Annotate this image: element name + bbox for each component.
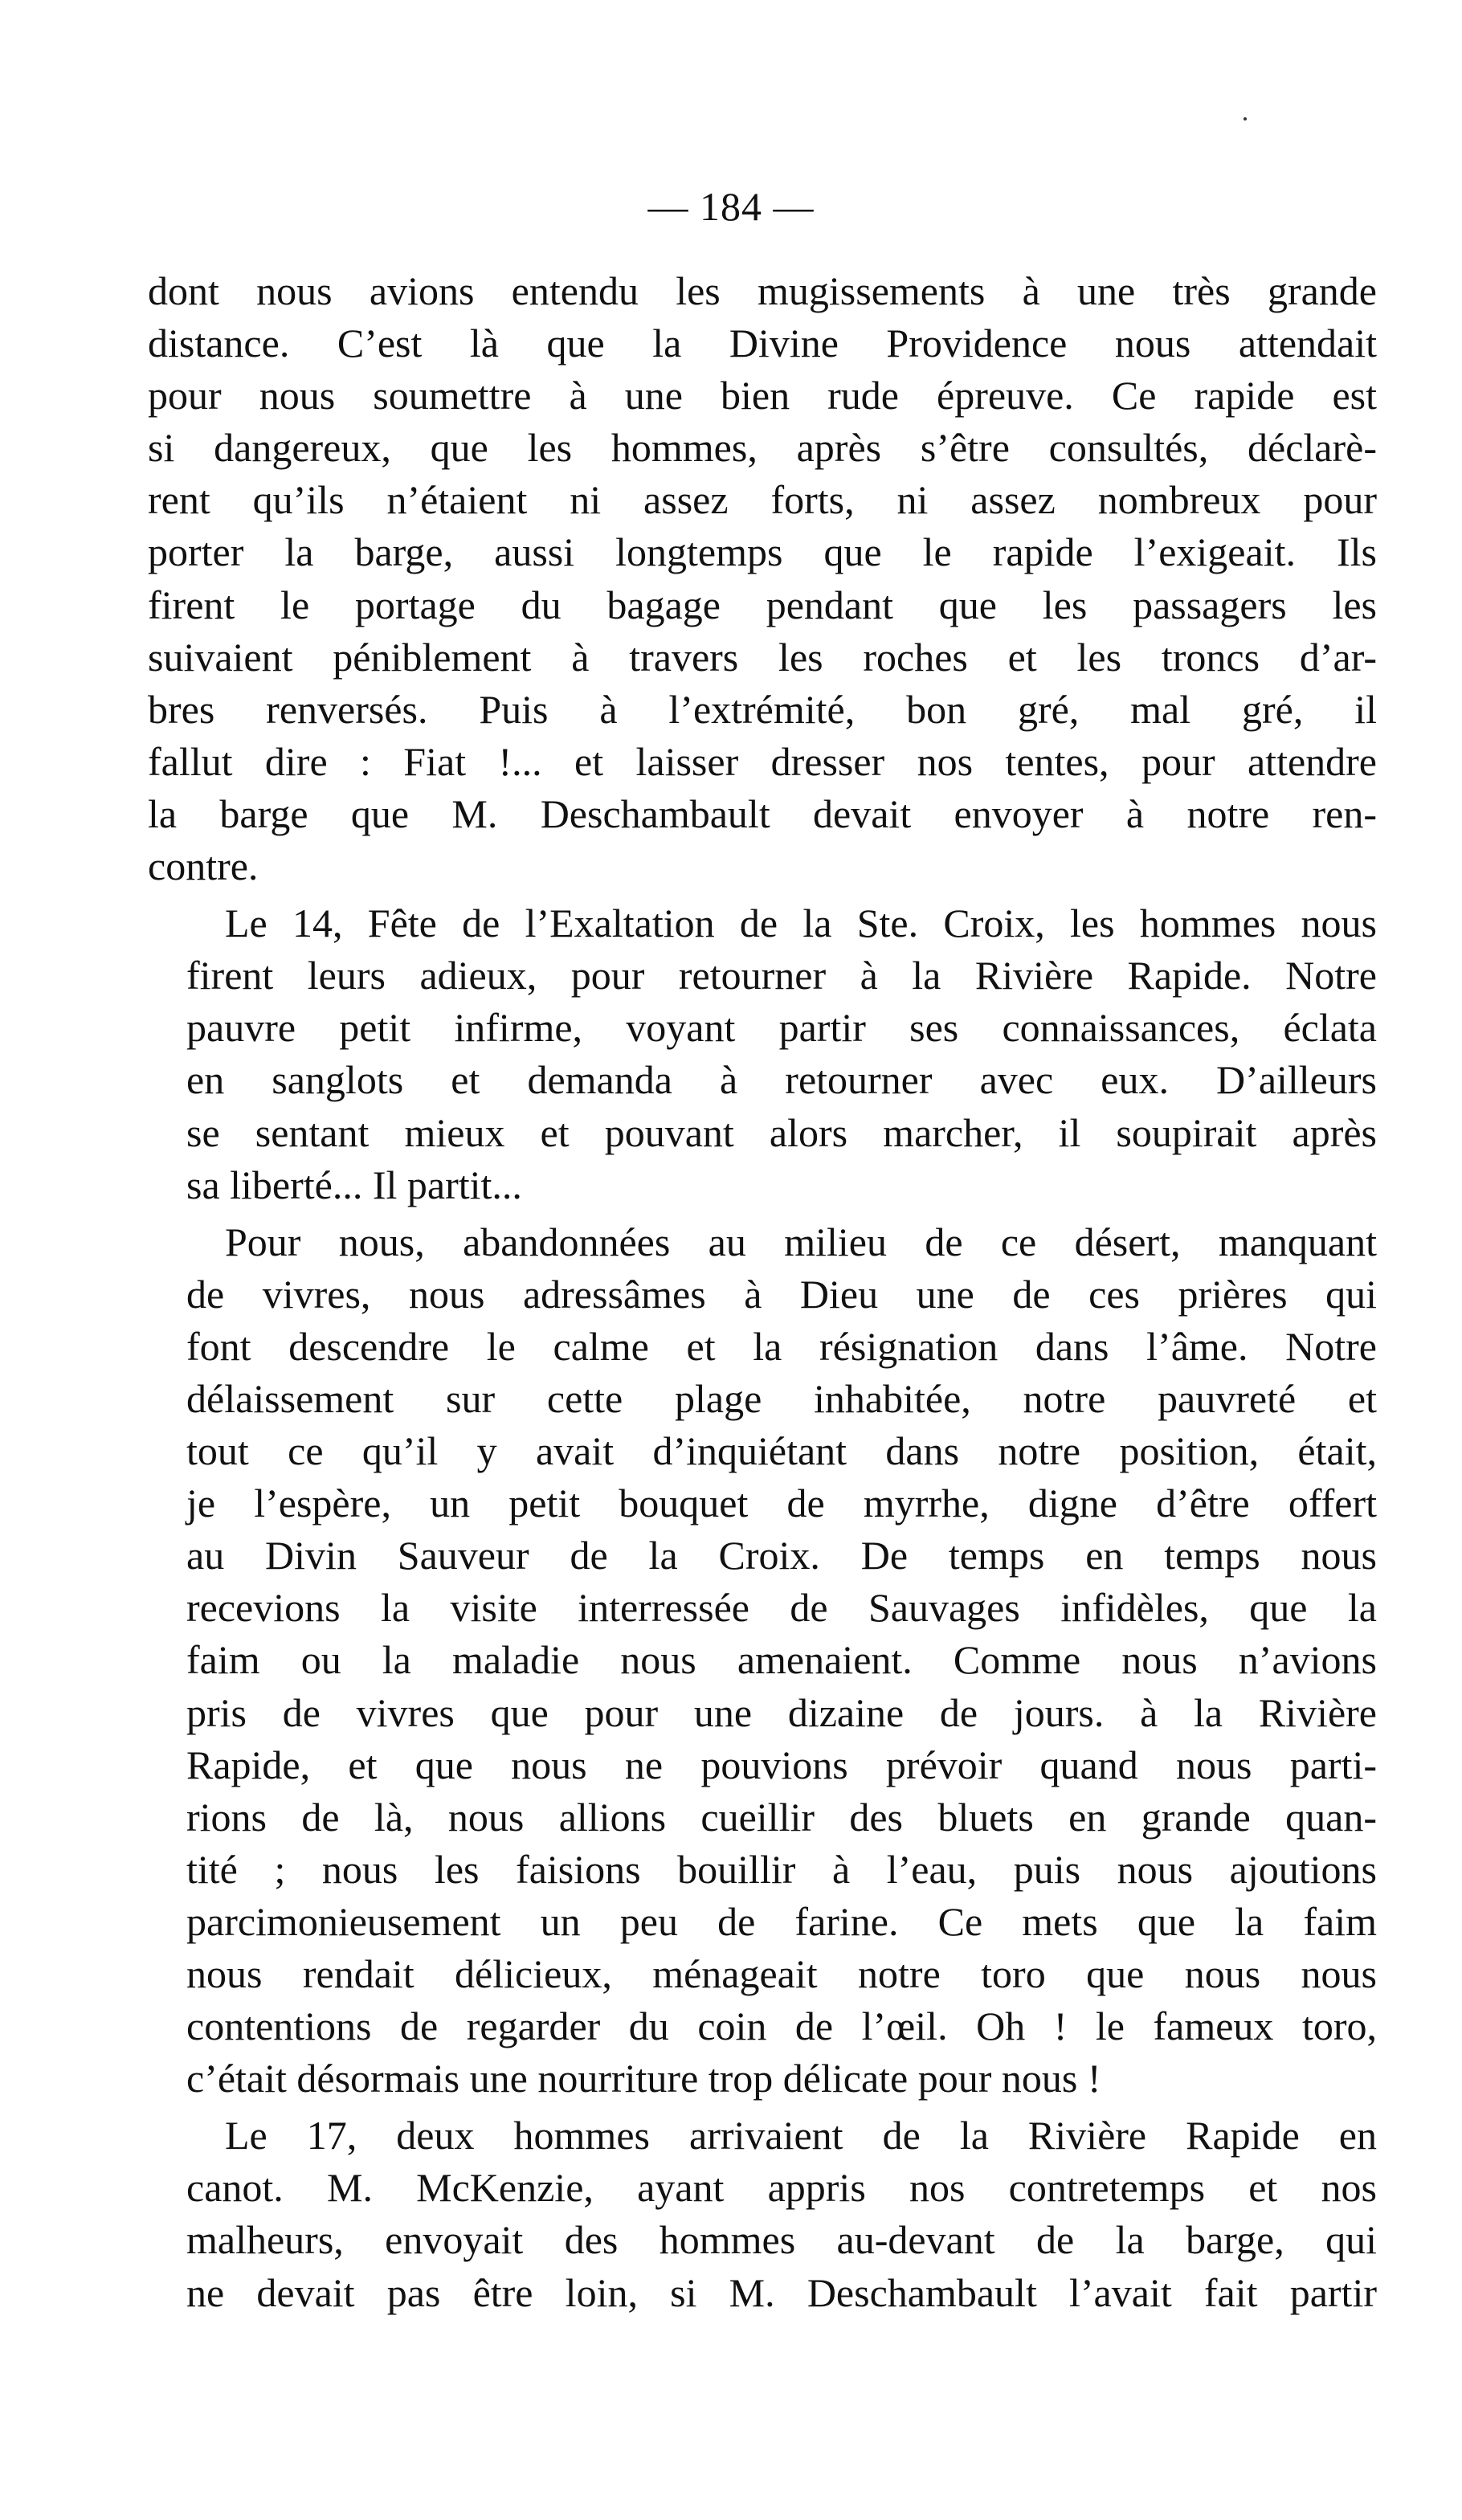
text-line: se sentant mieux et pouvant alors marcher, il soupirait après xyxy=(186,1109,1377,1155)
text-line: pour nous soumettre à une bien rude épreuve. Ce rapide est xyxy=(148,373,1377,419)
text-line: recevions la visite interressée de Sauvages infidèles, que la xyxy=(186,1585,1377,1631)
text-line: porter la barge, aussi longtemps que le rapide l’exigeait. Ils xyxy=(148,529,1377,575)
text-line: nous rendait délicieux, ménageait notre toro que nous nous xyxy=(186,1951,1377,1996)
print-speck xyxy=(1244,117,1247,120)
text-line: contentions de regarder du coin de l’œil. Oh ! le fameux toro, xyxy=(186,2003,1377,2049)
text-line: faim ou la maladie nous amenaient. Comme nous n’avions xyxy=(186,1637,1377,1683)
body-text xyxy=(148,265,1377,2319)
paragraph-1 xyxy=(148,265,1377,892)
text-line: Rapide, et que nous ne pouvions prévoir quand nous parti- xyxy=(186,1742,1377,1787)
text-line: malheurs, envoyait des hommes au-devant de la barge, qui xyxy=(186,2217,1377,2263)
text-line: distance. C’est là que la Divine Providence nous attendait xyxy=(148,321,1377,366)
text-line: en sanglots et demanda à retourner avec eux. D’ailleurs xyxy=(186,1057,1377,1103)
text-line: c’était désormais une nourriture trop délicate pour nous ! xyxy=(186,2056,1101,2101)
text-line: rions de là, nous allions cueillir des bluets en grande quan- xyxy=(186,1794,1377,1840)
text-line: pris de vivres que pour une dizaine de jours. à la Rivière xyxy=(186,1689,1377,1735)
text-line: Pour nous, abandonnées au milieu de ce désert, manquant xyxy=(225,1219,1377,1264)
text-line: pauvre petit infirme, voyant partir ses connaissances, éclata xyxy=(186,1005,1377,1051)
text-line: tité ; nous les faisions bouillir à l’eau, puis nous ajoutions xyxy=(186,1846,1377,1892)
text-line: ne devait pas être loin, si M. Deschambault l’avait fait partir xyxy=(186,2269,1377,2315)
text-line: délaissement sur cette plage inhabitée, notre pauvreté et xyxy=(186,1375,1377,1421)
text-line: si dangereux, que les hommes, après s’être consultés, déclarè- xyxy=(148,425,1377,471)
text-line: rent qu’ils n’étaient ni assez forts, ni assez nombreux pour xyxy=(148,477,1377,523)
paragraph-4 xyxy=(148,2110,1377,2318)
text-line: dont nous avions entendu les mugissements à une très grande xyxy=(148,268,1377,313)
paragraph-3 xyxy=(148,1216,1377,2105)
text-line: contre. xyxy=(148,843,259,889)
text-line: fallut dire : Fiat !... et laisser dresser nos tentes, pour attendre xyxy=(148,738,1377,784)
text-line: de vivres, nous adressâmes à Dieu une de ces prières qui xyxy=(186,1271,1377,1317)
text-line: suivaient péniblement à travers les roches et les troncs d’ar- xyxy=(148,634,1377,680)
text-line: canot. M. McKenzie, ayant appris nos contretemps et nos xyxy=(186,2165,1377,2211)
text-line: bres renversés. Puis à l’extrémité, bon gré, mal gré, il xyxy=(148,686,1377,732)
page-number: — 184 — xyxy=(647,184,815,229)
text-line: Le 14, Fête de l’Exaltation de la Ste. Croix, les hommes nous xyxy=(225,901,1377,946)
text-line: tout ce qu’il y avait d’inquiétant dans notre position, était, xyxy=(186,1428,1377,1474)
paragraph-2 xyxy=(148,897,1377,1211)
text-line: parcimonieusement un peu de farine. Ce mets que la faim xyxy=(186,1898,1377,1944)
text-line: Le 17, deux hommes arrivaient de la Rivière Rapide en xyxy=(225,2113,1377,2159)
text-line: firent leurs adieux, pour retourner à la Rivière Rapide. Notre xyxy=(186,953,1377,999)
text-line: la barge que M. Deschambault devait envoyer à notre ren- xyxy=(148,790,1377,836)
text-line: firent le portage du bagage pendant que les passagers les xyxy=(148,582,1377,627)
text-line: sa liberté... Il partit... xyxy=(186,1162,522,1207)
text-line: au Divin Sauveur de la Croix. De temps en temps nous xyxy=(186,1533,1377,1579)
text-line: je l’espère, un petit bouquet de myrrhe, digne d’être offert xyxy=(186,1481,1377,1526)
text-line: font descendre le calme et la résignation dans l’âme. Notre xyxy=(186,1323,1377,1369)
